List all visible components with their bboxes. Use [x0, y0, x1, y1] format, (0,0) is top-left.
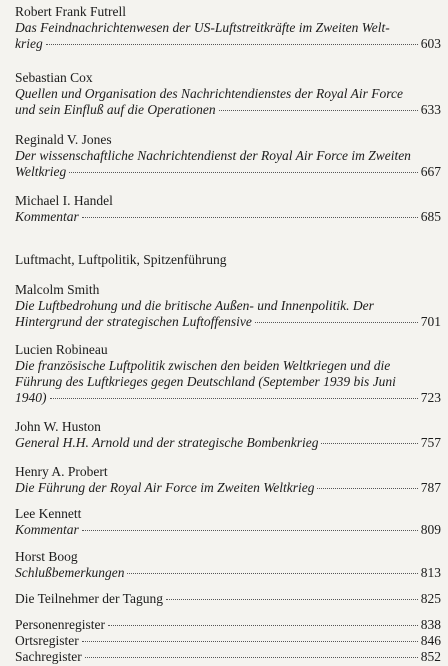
dot-leader — [69, 172, 418, 173]
register-entry — [15, 633, 441, 649]
entry-title-line: Führung des Luftkrieges gegen Deutschland (September 1939 bis Juni — [15, 374, 396, 389]
dot-leader — [219, 110, 418, 111]
dot-leader — [108, 625, 418, 626]
entry-title-line: und sein Einfluß auf die Operationen — [15, 102, 216, 117]
entry-title-line: Quellen und Organisation des Nachrichtendienstes der Royal Air Force — [15, 86, 403, 101]
entry-author: Malcolm Smith — [15, 282, 100, 297]
dot-leader — [321, 443, 417, 444]
register-entry — [15, 649, 441, 665]
entry-author: Michael I. Handel — [15, 193, 113, 208]
entry-title-line: Die französische Luftpolitik zwischen den beiden Weltkriegen und die — [15, 358, 391, 373]
register-list — [15, 617, 441, 665]
entry-author: Sebastian Cox — [15, 70, 93, 85]
toc-entry — [15, 464, 441, 496]
entry-author: Henry A. Probert — [15, 464, 108, 479]
entry-page-number: 667 — [420, 164, 441, 179]
entry-author: Lee Kennett — [15, 506, 82, 521]
toc-entry — [15, 193, 441, 225]
toc-entry — [15, 282, 441, 330]
entry-page-number: 838 — [420, 617, 441, 632]
entry-page-number: 757 — [420, 435, 441, 450]
entry-label: Die Teilnehmer der Tagung — [15, 591, 163, 606]
toc-entry — [15, 591, 441, 607]
entry-page-number: 825 — [420, 591, 441, 606]
dot-leader — [166, 599, 418, 600]
toc-entry — [15, 506, 441, 538]
entry-author: John W. Huston — [15, 419, 101, 434]
entry-title-line: Die Luftbedrohung und die britische Außen- und Innenpolitik. Der — [15, 298, 374, 313]
entry-page-number: 685 — [420, 209, 441, 224]
dot-leader — [50, 398, 418, 399]
dot-leader — [85, 657, 418, 658]
entry-page-number: 603 — [420, 36, 441, 51]
entry-label: Personenregister — [15, 617, 105, 632]
entry-title-line: Die Führung der Royal Air Force im Zweiten Weltkrieg — [15, 480, 315, 495]
entry-title-line: Das Feindnachrichtenwesen der US-Luftstreitkräfte im Zweiten Welt- — [15, 20, 390, 35]
dot-leader — [46, 44, 418, 45]
entry-title-line: Hintergrund der strategischen Luftoffensive — [15, 314, 252, 329]
entry-title-line: krieg — [15, 36, 43, 51]
dot-leader — [127, 573, 417, 574]
entry-page-number: 809 — [420, 522, 441, 537]
entry-author: Reginald V. Jones — [15, 132, 112, 147]
entry-author: Horst Boog — [15, 549, 78, 564]
entry-label: Sachregister — [15, 649, 82, 664]
entry-page-number: 852 — [420, 649, 441, 664]
entry-author: Lucien Robineau — [15, 342, 108, 357]
entry-page-number: 846 — [420, 633, 441, 648]
entry-page-number: 723 — [420, 390, 441, 405]
dot-leader — [82, 217, 418, 218]
section-heading: Luftmacht, Luftpolitik, Spitzenführung — [15, 252, 227, 267]
dot-leader — [317, 488, 417, 489]
toc-entry — [15, 419, 441, 451]
entry-label: Ortsregister — [15, 633, 79, 648]
entry-author: Robert Frank Futrell — [15, 4, 126, 19]
toc-entry — [15, 549, 441, 581]
toc-entry — [15, 70, 441, 118]
dot-leader — [82, 530, 418, 531]
entry-page-number: 701 — [420, 314, 441, 329]
toc-entry — [15, 4, 441, 52]
entry-page-number: 787 — [420, 480, 441, 495]
entry-title-line: Der wissenschaftliche Nachrichtendienst der Royal Air Force im Zweiten — [15, 148, 411, 163]
register-entry — [15, 617, 441, 633]
entry-page-number: 633 — [420, 102, 441, 117]
entry-title-line: Weltkrieg — [15, 164, 67, 179]
entry-title-line: General H.H. Arnold und der strategische Bombenkrieg — [15, 435, 319, 450]
entry-title-line: 1940) — [15, 390, 47, 405]
entry-title-line: Kommentar — [15, 209, 79, 224]
entry-title-line: Kommentar — [15, 522, 79, 537]
dot-leader — [255, 322, 418, 323]
entry-title-line: Schlußbemerkungen — [15, 565, 125, 580]
entry-page-number: 813 — [420, 565, 441, 580]
toc-entry — [15, 132, 441, 180]
toc-entry — [15, 342, 441, 406]
dot-leader — [82, 641, 418, 642]
